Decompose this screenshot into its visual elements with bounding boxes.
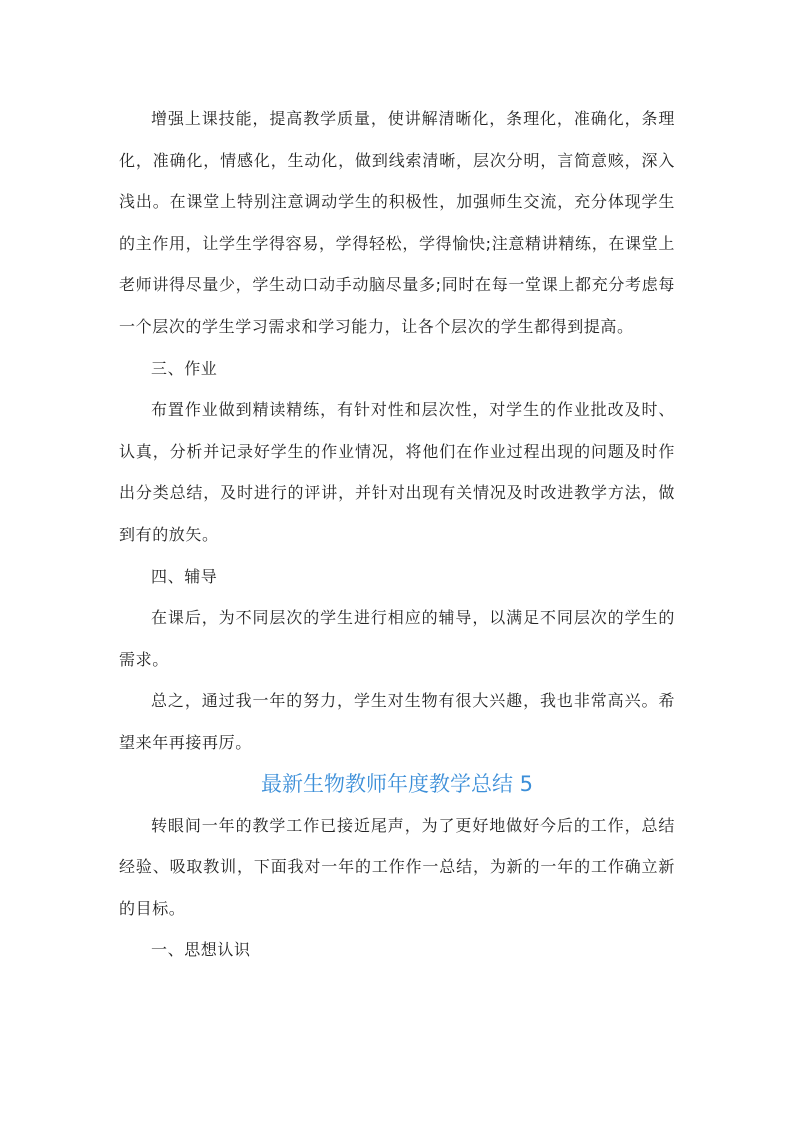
section-title: 最新生物教师年度教学总结 5 (260, 771, 534, 796)
tutoring-paragraph: 在课后，为不同层次的学生进行相应的辅导，以满足不同层次的学生的需求。 (119, 608, 675, 669)
conclusion-paragraph: 总之，通过我一年的努力，学生对生物有很大兴趣，我也非常高兴。希望来年再接再厉。 (119, 691, 675, 752)
heading-homework: 三、作业 (151, 358, 218, 378)
heading-ideology: 一、思想认识 (151, 940, 251, 960)
heading-tutoring: 四、辅导 (151, 566, 218, 586)
teaching-skills-paragraph: 增强上课技能，提高教学质量，使讲解清晰化，条理化，准确化，条理化，准确化，情感化，生动化，做到线索清晰，层次分明，言简意赅，深入浅出。在课堂上特别注意调动学生的积极性，加强师生交流，充分体现学生的主作用，让学生学得容易，学得轻松，学得愉快;注意精讲精练，在课堂上老师讲得尽量少，学生动口动手动脑尽量多;同时在每一堂课上都充分考虑每一个层次的学生学习需求和学习能力，让各个层次的学生都得到提高。 (119, 109, 675, 336)
intro-paragraph: 转眼间一年的教学工作已接近尾声，为了更好地做好今后的工作，总结经验、吸取教训，下面我对一年的工作作一总结，为新的一年的工作确立新的目标。 (119, 815, 675, 918)
document-page (119, 98, 675, 971)
homework-paragraph: 布置作业做到精读精练，有针对性和层次性，对学生的作业批改及时、认真，分析并记录好学生的作业情况，将他们在作业过程出现的问题及时作出分类总结，及时进行的评讲，并针对出现有关情况及时改进教学方法，做到有的放矢。 (119, 400, 675, 544)
